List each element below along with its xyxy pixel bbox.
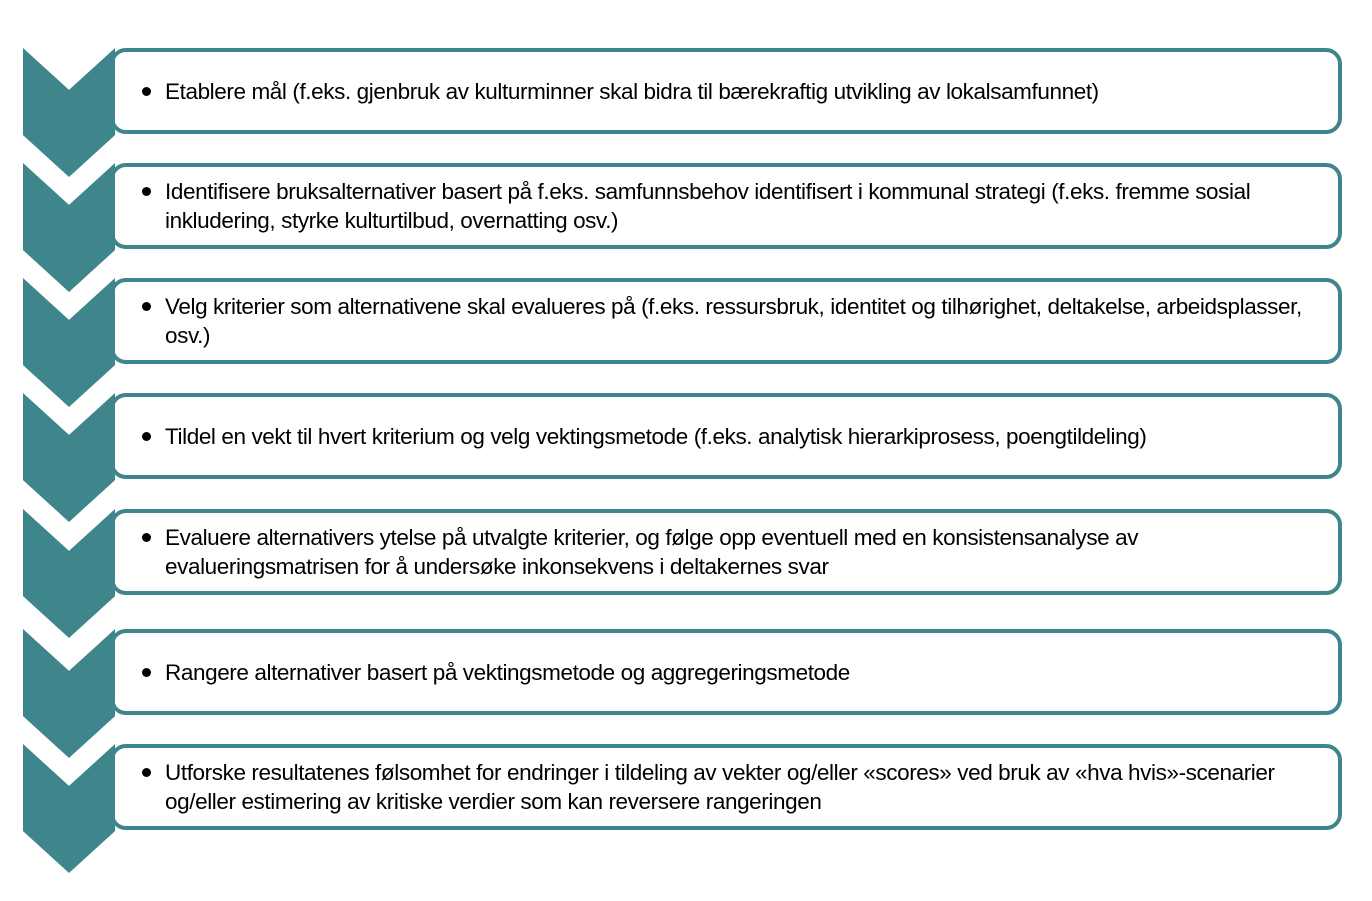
chevron-down-icon	[23, 278, 115, 407]
process-step-content	[114, 521, 1338, 583]
process-step-content	[114, 75, 1338, 108]
process-step-text: Rangere alternativer basert på vektingsmetode og aggregeringsmetode	[165, 659, 850, 685]
process-step-text: Velg kriterier som alternativene skal evalueres på (f.eks. ressursbruk, identitet og tilhørighet, deltakelse, arbeidsplasser, osv.)	[165, 294, 1302, 348]
chevron-down-icon	[23, 509, 115, 638]
chevron-down-icon	[23, 393, 115, 522]
process-step-content	[114, 290, 1338, 352]
bullet-icon	[142, 187, 151, 196]
process-step-box	[110, 48, 1342, 134]
bullet-icon	[142, 668, 151, 677]
process-step-box	[110, 629, 1342, 715]
process-step-box	[110, 278, 1342, 364]
bullet-icon	[142, 87, 151, 96]
process-step-content	[114, 656, 1338, 689]
bullet-icon	[142, 302, 151, 311]
process-step-box	[110, 163, 1342, 249]
bullet-icon	[142, 533, 151, 542]
process-step-box	[110, 509, 1342, 595]
process-step-box	[110, 393, 1342, 479]
bullet-icon	[142, 768, 151, 777]
chevron-down-icon	[23, 48, 115, 177]
chevron-down-icon	[23, 629, 115, 758]
process-step-text: Identifisere bruksalternativer basert på f.eks. samfunnsbehov identifisert i kommunal strategi (f.eks. fremme sosial inkludering, styrke kulturtilbud, overnatting osv.)	[165, 179, 1251, 233]
process-step-content	[114, 420, 1338, 453]
process-step-text: Utforske resultatenes følsomhet for endringer i tildeling av vekter og/eller «scores» ved bruk av «hva hvis»-scenarier og/eller estimering av kritiske verdier som kan reversere rangeringen	[165, 760, 1275, 814]
process-step-content	[114, 756, 1338, 818]
process-step-box	[110, 744, 1342, 830]
process-step-text: Evaluere alternativers ytelse på utvalgte kriterier, og følge opp eventuell med en konsistensanalyse av evalueringsmatrisen for å undersøke inkonsekvens i deltakernes svar	[165, 525, 1139, 579]
bullet-icon	[142, 432, 151, 441]
process-step-content	[114, 175, 1338, 237]
chevron-down-icon	[23, 744, 115, 873]
chevron-down-icon	[23, 163, 115, 292]
process-step-text: Etablere mål (f.eks. gjenbruk av kulturminner skal bidra til bærekraftig utvikling av lokalsamfunnet)	[165, 78, 1099, 104]
process-step-text: Tildel en vekt til hvert kriterium og velg vektingsmetode (f.eks. analytisk hierarkiprosess, poengtildeling)	[165, 423, 1147, 449]
